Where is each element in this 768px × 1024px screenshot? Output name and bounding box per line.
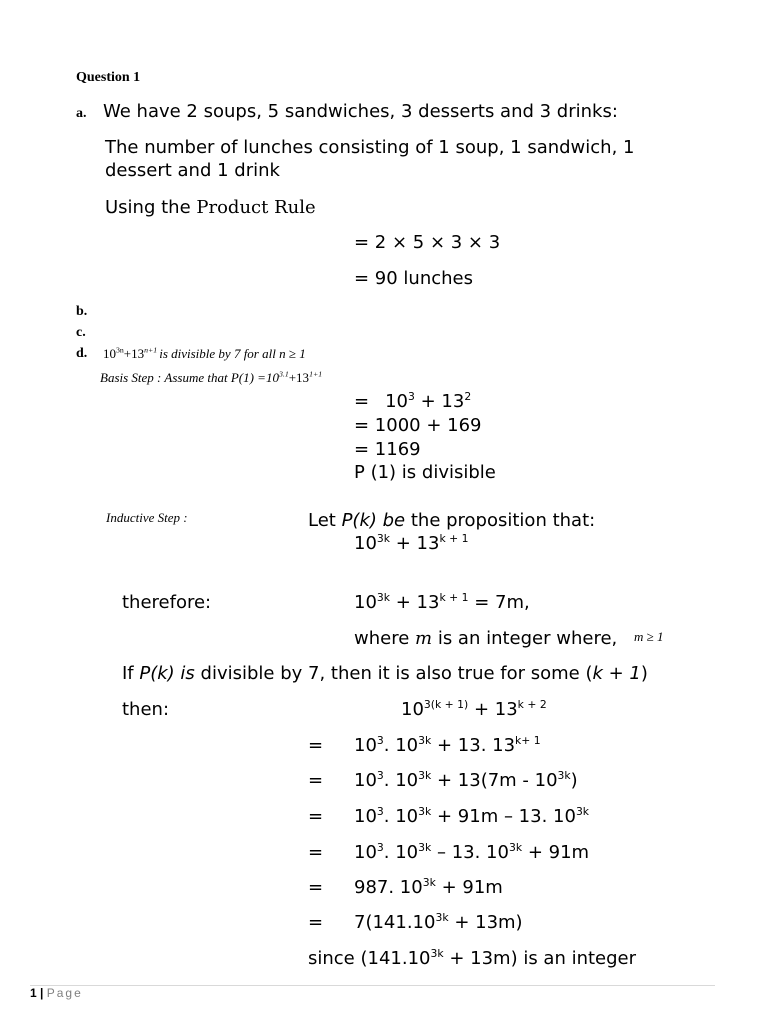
- where-line: where m is an integer where,: [354, 628, 618, 649]
- page-number: 1: [30, 986, 37, 1000]
- part-a-label: a.: [76, 106, 87, 121]
- footer-separator: |: [36, 986, 47, 1000]
- part-a-line2: dessert and 1 drink: [105, 160, 280, 181]
- page-footer: [30, 986, 83, 1000]
- page-word: Page: [46, 986, 83, 1000]
- basis-line1: = $10^3 + 13^2$: [354, 390, 472, 412]
- part-a-line1: The number of lunches consisting of 1 soup, 1 sandwich, 1: [105, 137, 635, 158]
- step-row-4: = $10^3$. $10^{3k} - 13$. $10^{3k} + 91m$: [308, 841, 590, 863]
- using-prefix: Using the: [105, 197, 197, 218]
- question-title: Question 1: [76, 70, 141, 85]
- where-condition: m ≥ 1: [634, 629, 664, 644]
- part-d-label: d.: [76, 346, 88, 361]
- therefore-label: therefore:: [122, 592, 212, 613]
- part-c-label: c.: [76, 325, 86, 340]
- basis-step: Basis Step : Assume that $P(1) =10^{3.1}+13^{1+1}$: [100, 369, 323, 385]
- inductive-label: Inductive Step :: [106, 510, 188, 525]
- then-label: then:: [122, 699, 170, 720]
- part-a-intro: We have 2 soups, 5 sandwiches, 3 desserts and 3 drinks:: [103, 101, 618, 122]
- then-expr: $10^{3(k + 1)} + 13^{k + 2}$: [401, 698, 547, 720]
- if-line: If P(k) is divisible by 7, then it is also true for some (k + 1): [122, 663, 648, 684]
- inductive-let: Let P(k) be the proposition that:: [308, 510, 596, 531]
- part-a-calc2: = 90 lunches: [354, 268, 474, 289]
- basis-line3: = 1169: [354, 439, 421, 460]
- product-rule: Product Rule: [196, 197, 316, 218]
- step-row-5: = 987. $10^{3k} + 91m$: [308, 876, 503, 898]
- basis-line4: P (1) is divisible: [354, 462, 496, 483]
- part-b-label: b.: [76, 304, 88, 319]
- since-line: since $(141.10^{3k} + 13m)$ is an integer: [308, 947, 637, 969]
- step-row-2: = $10^3$. $10^{3k} + 13(7m - 10^{3k})$: [308, 769, 578, 791]
- step-row-1: = $10^3$. $10^{3k} + 13$. $13^{k+ 1}$: [308, 734, 541, 756]
- footer-divider: [30, 985, 715, 986]
- part-a-using: [105, 197, 316, 218]
- step-row-3: = $10^3$. $10^{3k} + 91m - 13$. $10^{3k}$: [308, 805, 590, 827]
- part-d-statement: $10^{3n}+13^{n+1}$ is divisible by 7 for all n ≥ 1: [103, 345, 306, 361]
- part-a-calc1: = 2 × 5 × 3 × 3: [354, 232, 501, 253]
- inductive-expr: $10^{3k} + 13^{k + 1}$: [354, 532, 469, 554]
- therefore-expr: $10^{3k} + 13^{k + 1} = 7m$,: [354, 591, 530, 613]
- step-row-6: = $7(141.10^{3k} + 13m)$: [308, 911, 523, 933]
- basis-line2: = 1000 + 169: [354, 415, 482, 436]
